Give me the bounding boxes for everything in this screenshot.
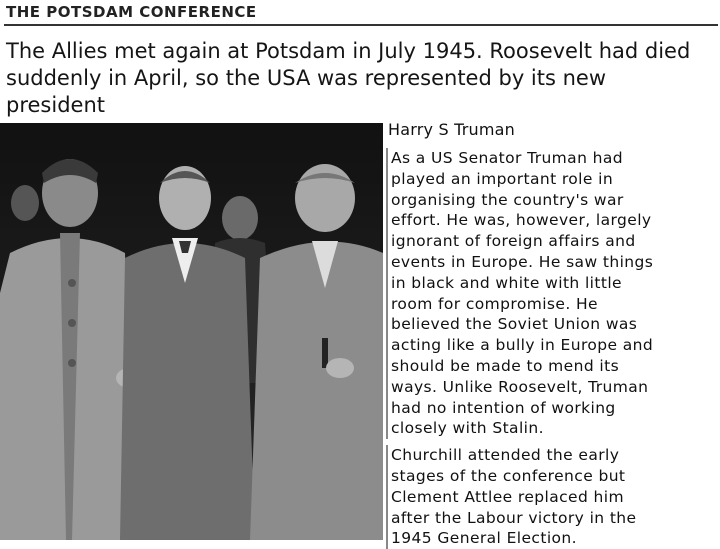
heading-rule [4, 24, 718, 26]
sidebar-title: Harry S Truman [388, 120, 515, 139]
potsdam-photo [0, 123, 383, 540]
intro-paragraph: The Allies met again at Potsdam in July 1945. Roosevelt had died suddenly in April, so the USA was represented by its new president [6, 39, 691, 117]
truman-sidebar [386, 120, 718, 548]
photo-illustration [0, 123, 383, 540]
section-heading: THE POTSDAM CONFERENCE [6, 3, 257, 21]
sidebar-paragraph: Churchill attended the early stages of the conference but Clement Attlee replaced him after the Labour victory in the 1945 General Election. [386, 445, 718, 549]
sidebar-paragraph: As a US Senator Truman had played an important role in organising the country's war effort. He was, however, largely ignorant of foreign affairs and events in Europe. He saw things in black and white with little room for compromise. He believed the Soviet Union was acting like a bully in Europe and should be made to mend its ways. Unlike Roosevelt, Truman had no intention of working closely with Stalin. [386, 148, 718, 439]
